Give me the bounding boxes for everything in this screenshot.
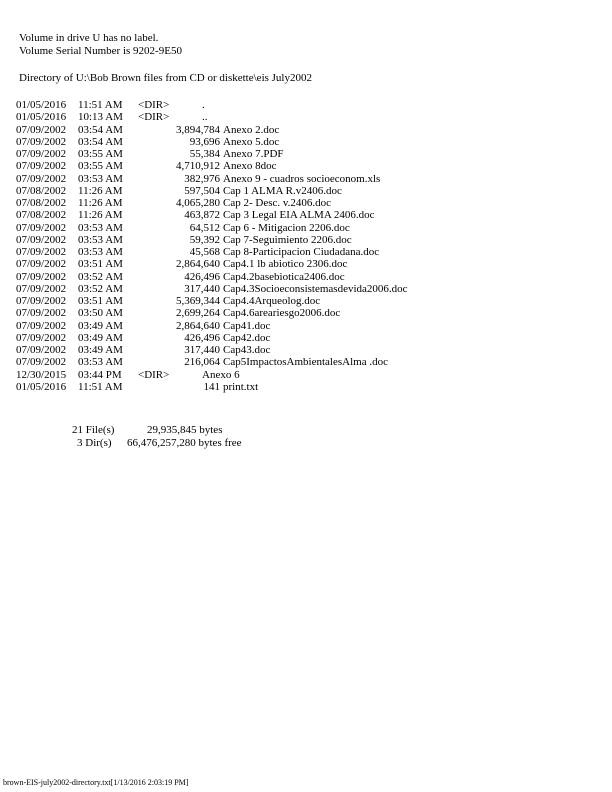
entry-time: 03:49 AM — [78, 344, 123, 356]
entry-date: 07/09/2002 — [16, 295, 67, 307]
entry-date: 07/09/2002 — [16, 160, 67, 173]
entry-name: Cap4.6areariesgo2006.doc — [223, 307, 341, 320]
entry-date: 07/09/2002 — [16, 123, 67, 136]
entry-size: 463,872 — [184, 209, 220, 222]
entry-name: Cap 1 ALMA R.v2406.doc — [223, 184, 342, 197]
entry-name: Cap 2- Desc. v.2406.doc — [223, 197, 332, 209]
volume-info — [19, 32, 182, 58]
entry-time: 03:54 AM — [78, 123, 123, 136]
entry-time: 03:53 AM — [78, 356, 123, 369]
entry-size: 45,568 — [189, 246, 220, 258]
entry-date: 07/09/2002 — [16, 344, 67, 356]
entry-time: 03:53 AM — [78, 246, 123, 258]
entry-dir-marker: <DIR> — [138, 368, 170, 381]
entry-name: Cap4.2basebiotica2406.doc — [223, 270, 345, 283]
entry-name: Cap 7-Seguimiento 2206.doc — [223, 233, 352, 246]
entry-name: Cap43.doc — [223, 344, 271, 356]
entry-date: 07/09/2002 — [16, 246, 67, 258]
entry-name: Anexo 2.doc — [223, 123, 280, 136]
entry-time: 11:51 AM — [78, 99, 123, 111]
entry-date: 07/09/2002 — [16, 356, 67, 369]
entry-name: Cap 3 Legal EIA ALMA 2406.doc — [223, 209, 375, 222]
entry-size: 317,440 — [184, 282, 220, 295]
entry-date: 07/09/2002 — [16, 331, 67, 344]
entry-date: 07/09/2002 — [16, 148, 67, 160]
entry-name: Cap42.doc — [223, 331, 271, 344]
entry-name: Cap4.1 lb abiotico 2306.doc — [223, 258, 348, 271]
entry-date: 07/09/2002 — [16, 233, 67, 246]
entry-time: 03:49 AM — [78, 331, 123, 344]
entry-size: 2,699,264 — [176, 307, 220, 320]
files-bytes: 29,935,845 bytes — [147, 424, 223, 436]
entry-time: 03:52 AM — [78, 270, 123, 283]
entry-size: 4,710,912 — [176, 160, 220, 173]
entry-name: Anexo 8doc — [223, 160, 277, 173]
entry-size: 55,384 — [189, 148, 220, 160]
entry-time: 03:53 AM — [78, 233, 123, 246]
entry-name: Cap 6 - Mitigacion 2206.doc — [223, 221, 350, 234]
entry-size: 93,696 — [189, 135, 220, 148]
volume-label-line: Volume in drive U has no label. — [19, 32, 159, 44]
entry-name: Anexo 7.PDF — [223, 148, 284, 160]
entry-date: 07/08/2002 — [16, 184, 67, 197]
entry-dir-marker: <DIR> — [138, 111, 170, 124]
entry-time: 03:51 AM — [78, 258, 123, 271]
entry-time: 11:51 AM — [78, 380, 123, 393]
entry-size: 4,065,280 — [176, 197, 220, 209]
entry-size: 64,512 — [189, 221, 220, 234]
entry-date: 01/05/2016 — [16, 99, 67, 111]
entry-time: 03:55 AM — [78, 148, 123, 160]
files-count: 21 File(s) — [72, 424, 115, 436]
dirs-bytes: 66,476,257,280 bytes free — [127, 437, 242, 449]
entry-time: 10:13 AM — [78, 111, 123, 124]
entry-name: Cap 8-Participacion Ciudadana.doc — [223, 246, 380, 258]
entry-size: 597,504 — [184, 184, 220, 197]
entry-dir-marker: <DIR> — [138, 99, 170, 111]
entry-size: 382,976 — [184, 172, 220, 185]
entry-date: 07/09/2002 — [16, 135, 67, 148]
entry-name: Cap4.4Arqueolog.doc — [223, 295, 321, 307]
entry-time: 03:53 AM — [78, 221, 123, 234]
entry-time: 03:54 AM — [78, 135, 123, 148]
entry-date: 12/30/2015 — [16, 368, 67, 381]
entry-name: .. — [202, 111, 208, 124]
entry-time: 11:26 AM — [78, 209, 123, 222]
entry-name: Cap4.3Socioeconsistemasdevida2006.doc — [223, 282, 408, 295]
entry-size: 141 — [203, 380, 220, 393]
entry-size: 216,064 — [184, 356, 220, 369]
entry-time: 03:52 AM — [78, 282, 123, 295]
entry-size: 59,392 — [189, 233, 220, 246]
entry-date: 07/09/2002 — [16, 270, 67, 283]
entry-size: 3,894,784 — [176, 123, 220, 136]
entry-name: Anexo 9 - cuadros socioeconom.xls — [223, 172, 381, 185]
entry-name: Anexo 5.doc — [223, 135, 280, 148]
entry-name: . — [202, 99, 205, 111]
entry-date: 07/09/2002 — [16, 307, 67, 320]
entry-size: 317,440 — [184, 344, 220, 356]
entry-time: 11:26 AM — [78, 184, 123, 197]
entry-date: 07/09/2002 — [16, 319, 67, 332]
entry-time: 03:55 AM — [78, 160, 123, 173]
entry-name: Cap41.doc — [223, 319, 271, 332]
entry-date: 07/09/2002 — [16, 282, 67, 295]
entry-time: 11:26 AM — [78, 197, 123, 209]
entry-name: Anexo 6 — [202, 368, 240, 381]
entry-name: Cap5ImpactosAmbientalesAlma .doc — [223, 356, 388, 369]
directory-path-line: Directory of U:\Bob Brown files from CD or diskette\eis July2002 — [19, 72, 312, 84]
entry-date: 01/05/2016 — [16, 380, 67, 393]
entry-time: 03:53 AM — [78, 172, 123, 185]
entry-size: 2,864,640 — [176, 319, 220, 332]
entry-size: 426,496 — [184, 331, 220, 344]
dirs-count: 3 Dir(s) — [77, 437, 112, 449]
entry-name: print.txt — [223, 380, 259, 393]
volume-serial-line: Volume Serial Number is 9202-9E50 — [19, 45, 182, 57]
entry-date: 07/08/2002 — [16, 197, 67, 209]
entry-date: 01/05/2016 — [16, 111, 67, 124]
entry-size: 2,864,640 — [176, 258, 220, 271]
entry-size: 426,496 — [184, 270, 220, 283]
entry-date: 07/08/2002 — [16, 209, 67, 222]
entry-date: 07/09/2002 — [16, 221, 67, 234]
entry-time: 03:51 AM — [78, 295, 123, 307]
entry-date: 07/09/2002 — [16, 258, 67, 271]
entry-time: 03:49 AM — [78, 319, 123, 332]
entry-date: 07/09/2002 — [16, 172, 67, 185]
entry-time: 03:44 PM — [78, 368, 122, 381]
entry-size: 5,369,344 — [176, 295, 220, 307]
entry-time: 03:50 AM — [78, 307, 123, 320]
print-footer: brown-EIS-july2002-directory.txt[1/13/2016 2:03:19 PM] — [3, 778, 189, 787]
